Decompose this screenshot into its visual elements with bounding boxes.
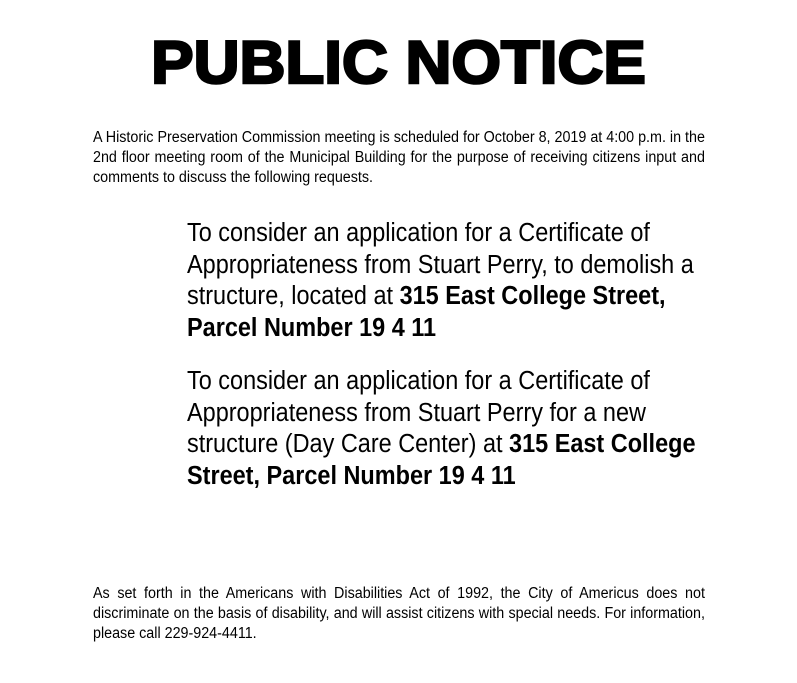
request-item (187, 366, 702, 492)
request-text: To consider an application for a Certificate of Appropriateness from Stuart Perry, to demolish a structure, located at (187, 219, 694, 310)
ada-statement: As set forth in the Americans with Disabilities Act of 1992, the City of Americus does not discriminate on the basis of disability, and will assist citizens with special needs. For information, please call 229-924-4411. (93, 585, 705, 642)
request-item (187, 218, 702, 344)
request-address: 315 East College Street, Parcel Number 19 4 11 (187, 430, 696, 490)
request-address: 315 East College Street, Parcel Number 19 4 11 (187, 282, 666, 342)
request-text: To consider an application for a Certificate of Appropriateness from Stuart Perry for a new structure (Day Care Center) at (187, 367, 650, 458)
page-title: PUBLIC NOTICE (151, 29, 646, 96)
meeting-announcement: A Historic Preservation Commission meeting is scheduled for October 8, 2019 at 4:00 p.m. in the 2nd floor meeting room of the Municipal Building for the purpose of receiving citizens input and comments to discuss the following requests. (93, 129, 705, 186)
